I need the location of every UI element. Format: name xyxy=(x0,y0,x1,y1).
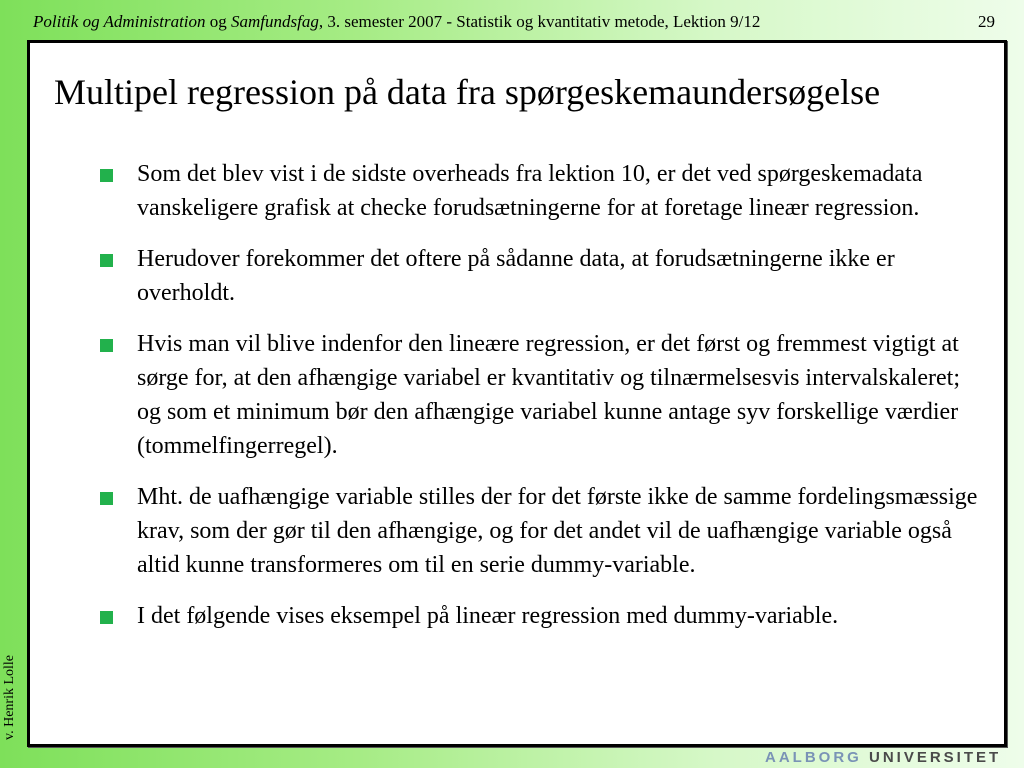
bullet-item xyxy=(100,242,980,310)
course-connector: og xyxy=(205,12,232,31)
bullet-list xyxy=(100,157,980,650)
bullet-text: Som det blev vist i de sidste overheads fra lektion 10, er det ved spørgeskemadata vanskeligere grafisk at checke forudsætningerne for at foretage lineær regression. xyxy=(137,161,923,221)
bullet-text: Hvis man vil blive indenfor den lineære regression, er det først og fremmest vigtigt at sørge for, at den afhængige variabel er kvantitativ og tilnærmelsesvis intervalskaleret; og som et minimum bør den afhængige variabel kunne antage syv forskellige værdier (tommelfingerregel). xyxy=(137,331,961,459)
university-name-part2: UNIVERSITET xyxy=(861,749,1002,766)
course-details: , 3. semester 2007 - Statistik og kvantitativ metode, Lektion 9/12 xyxy=(318,12,761,31)
bullet-square-icon xyxy=(100,492,113,505)
bullet-text: I det følgende vises eksempel på lineær regression med dummy-variable. xyxy=(137,603,839,629)
bullet-item xyxy=(100,327,980,463)
bullet-square-icon xyxy=(100,611,113,624)
bullet-item xyxy=(100,599,980,633)
bullet-text: Mht. de uafhængige variable stilles der for det første ikke de samme fordelingsmæssige krav, som der gør til den afhængige, og for det andet vil de uafhængige variable også altid kunne transformeres om til en serie dummy-variable. xyxy=(137,484,978,578)
author-credit: v. Henrik Lolle xyxy=(2,654,17,740)
slide-title: Multipel regression på data fra spørgeskemaundersøgelse xyxy=(54,72,881,112)
bullet-square-icon xyxy=(100,169,113,182)
course-name-part1: Politik og Administration xyxy=(33,12,206,31)
bullet-square-icon xyxy=(100,254,113,267)
bullet-square-icon xyxy=(100,339,113,352)
university-name-part1: AALBORG xyxy=(765,749,862,766)
university-logo xyxy=(765,749,1001,766)
course-header xyxy=(33,12,760,32)
bullet-item xyxy=(100,480,980,582)
bullet-text: Herudover forekommer det oftere på sådanne data, at forudsætningerne ikke er overholdt. xyxy=(137,246,895,306)
slide-header xyxy=(0,0,1024,40)
page-number: 29 xyxy=(978,12,995,31)
bullet-item xyxy=(100,157,980,225)
course-name-part2: Samfundsfag xyxy=(231,12,319,31)
